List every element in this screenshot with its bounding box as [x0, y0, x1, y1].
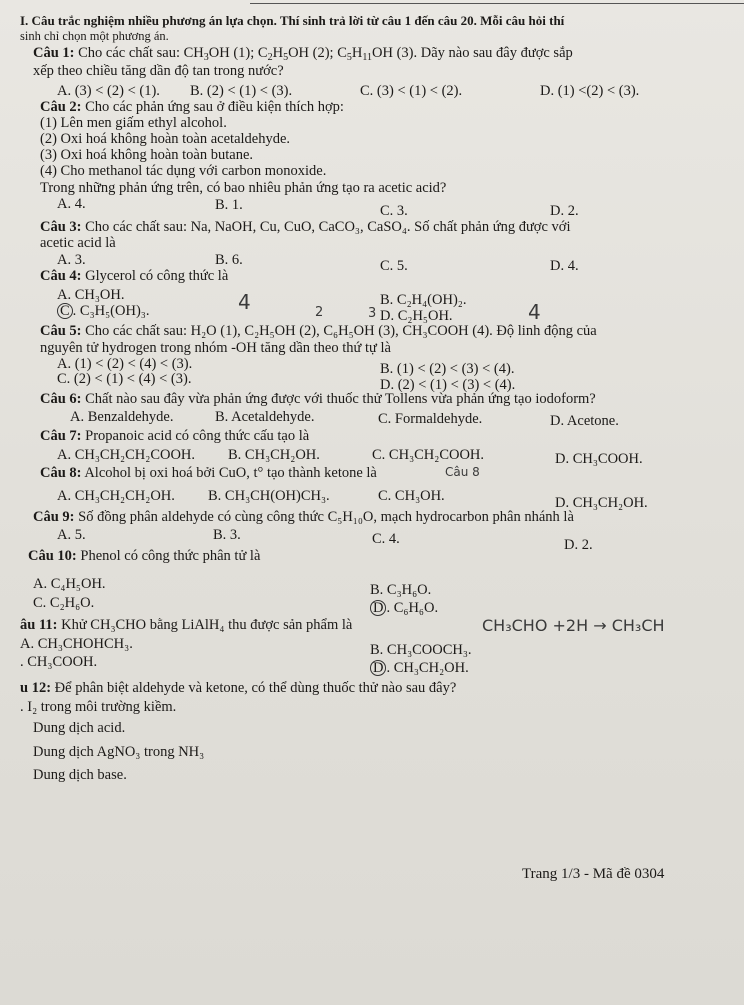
q1-option-c[interactable]: C. (3) < (1) < (2).: [360, 83, 463, 99]
question-5-line2: nguyên tử hydrogen trong nhóm -OH tăng dần theo thứ tự là: [40, 340, 391, 356]
q10-option-b[interactable]: B. C₃H₆O.: [370, 582, 432, 598]
q2-option-b[interactable]: B. 1.: [215, 197, 243, 213]
q10-option-c[interactable]: C. C₂H₆O.: [33, 595, 95, 611]
section-header-2: sinh chỉ chọn một phương án.: [20, 29, 169, 43]
q10-option-d[interactable]: D . C₆H₆O.: [370, 600, 438, 617]
q11-option-b[interactable]: B. CH₃COOCH₃.: [370, 642, 472, 658]
q6-option-c[interactable]: C. Formaldehyde.: [378, 411, 483, 427]
q7-option-a[interactable]: A. CH₃CH₂CH₂COOH.: [57, 447, 196, 463]
q12-option-c[interactable]: Dung dịch AgNO₃ trong NH₃: [33, 744, 205, 760]
q7-option-b[interactable]: B. CH₃CH₂OH.: [228, 447, 320, 463]
q8-option-c[interactable]: C. CH₃OH.: [378, 488, 445, 504]
q5-option-d[interactable]: D. (2) < (1) < (3) < (4).: [380, 377, 516, 393]
handwritten-note: Câu 8: [445, 465, 480, 479]
q1-option-a[interactable]: A. (3) < (2) < (1).: [57, 83, 160, 99]
question-11: âu 11: Khử CH₃CHO bằng LiAlH₄ thu được sản phẩm là: [20, 617, 353, 633]
question-6: Câu 6: Chất nào sau đây vừa phản ứng được với thuốc thử Tollens vừa phản ứng tạo iodoform?: [40, 391, 596, 407]
q12-option-a[interactable]: . I₂ trong môi trường kiềm.: [20, 699, 177, 715]
q3-option-a[interactable]: A. 3.: [57, 252, 86, 268]
top-rule: [250, 3, 744, 4]
q8-option-d[interactable]: D. CH₃CH₂OH.: [555, 495, 648, 511]
q11-option-d[interactable]: D . CH₃CH₂OH.: [370, 660, 469, 677]
question-2: Câu 2: Cho các phản ứng sau ở điều kiện thích hợp:: [40, 99, 344, 115]
q2-option-d[interactable]: D. 2.: [550, 203, 579, 219]
q5-option-a[interactable]: A. (1) < (2) < (4) < (3).: [57, 356, 193, 372]
q1-option-d[interactable]: D. (1) <(2) < (3).: [540, 83, 640, 99]
q5-option-c[interactable]: C. (2) < (1) < (4) < (3).: [57, 371, 192, 387]
q9-option-a[interactable]: A. 5.: [57, 527, 86, 543]
q4-option-b[interactable]: B. C₂H₄(OH)₂.: [380, 292, 467, 308]
q2-reaction-3: (3) Oxi hoá không hoàn toàn butane.: [40, 147, 254, 163]
q12-option-d[interactable]: Dung dịch base.: [33, 767, 127, 783]
q3-option-b[interactable]: B. 6.: [215, 252, 243, 268]
q7-option-c[interactable]: C. CH₃CH₂COOH.: [372, 447, 485, 463]
q10-option-a[interactable]: A. C₄H₅OH.: [33, 576, 106, 592]
selected-mark: D: [370, 660, 386, 676]
handwritten-note: 4: [238, 290, 251, 314]
question-12: u 12: Để phân biệt aldehyde và ketone, có thể dùng thuốc thử nào sau đây?: [20, 680, 457, 696]
q7-option-d[interactable]: D. CH₃COOH.: [555, 451, 643, 467]
question-5: Câu 5: Cho các chất sau: H₂O (1), C₂H₅OH (2), C₆H₅OH (3), CH₃COOH (4). Độ linh động của: [40, 323, 597, 339]
q2-reaction-1: (1) Lên men giấm ethyl alcohol.: [40, 115, 227, 131]
q3-option-c[interactable]: C. 5.: [380, 258, 408, 274]
q5-option-b[interactable]: B. (1) < (2) < (3) < (4).: [380, 361, 515, 377]
q8-option-b[interactable]: B. CH₃CH(OH)CH₃.: [208, 488, 330, 504]
q2-option-c[interactable]: C. 3.: [380, 203, 408, 219]
q2-option-a[interactable]: A. 4.: [57, 196, 86, 212]
q3-option-d[interactable]: D. 4.: [550, 258, 579, 274]
question-4: Câu 4: Glycerol có công thức là: [40, 268, 229, 284]
q6-option-a[interactable]: A. Benzaldehyde.: [70, 409, 174, 425]
question-10: Câu 10: Phenol có công thức phân tử là: [28, 548, 261, 564]
q2-question: Trong những phản ứng trên, có bao nhiêu phản ứng tạo ra acetic acid?: [40, 180, 447, 196]
question-1-line2: xếp theo chiều tăng dần độ tan trong nước?: [33, 63, 284, 79]
selected-mark: C: [57, 303, 73, 319]
q9-option-b[interactable]: B. 3.: [213, 527, 241, 543]
q8-option-a[interactable]: A. CH₃CH₂CH₂OH.: [57, 488, 175, 504]
q2-reaction-2: (2) Oxi hoá không hoàn toàn acetaldehyde.: [40, 131, 291, 147]
question-8: Câu 8: Alcohol bị oxi hoá bởi CuO, t° tạo thành ketone là: [40, 465, 377, 481]
q6-option-b[interactable]: B. Acetaldehyde.: [215, 409, 315, 425]
handwritten-note: 4: [528, 300, 541, 324]
q6-option-d[interactable]: D. Acetone.: [550, 413, 619, 429]
q11-option-c[interactable]: . CH₃COOH.: [20, 654, 98, 670]
page-footer: Trang 1/3 - Mã đề 0304: [522, 866, 665, 882]
q9-option-c[interactable]: C. 4.: [372, 531, 400, 547]
q4-option-d[interactable]: D. C₂H₅OH.: [380, 308, 453, 324]
question-3-line2: acetic acid là: [40, 235, 116, 251]
q1-option-b[interactable]: B. (2) < (1) < (3).: [190, 83, 293, 99]
question-3: Câu 3: Cho các chất sau: Na, NaOH, Cu, CuO, CaCO₃, CaSO₄. Số chất phản ứng được với: [40, 219, 571, 235]
q2-reaction-4: (4) Cho methanol tác dụng với carbon monoxide.: [40, 163, 327, 179]
q11-option-a[interactable]: A. CH₃CHOHCH₃.: [20, 636, 133, 652]
q4-option-c[interactable]: C . C₃H₅(OH)₃.: [57, 303, 149, 320]
handwritten-note: 3: [368, 306, 377, 321]
selected-mark: D: [370, 600, 386, 616]
handwritten-note: 2: [315, 305, 324, 320]
q4-option-a[interactable]: A. CH₃OH.: [57, 287, 125, 303]
handwritten-note: CH₃CHO +2H → CH₃CH: [482, 616, 665, 635]
question-7: Câu 7: Propanoic acid có công thức cấu tạo là: [40, 428, 310, 444]
question-1: Câu 1: Cho các chất sau: $CH_3OH$ (1); $C_2H_5OH$ (2); $C_5H_{11}OH$ (3). Dãy nào sau đây được sắp: [33, 45, 573, 63]
q9-option-d[interactable]: D. 2.: [564, 537, 593, 553]
section-header: I. Câu trắc nghiệm nhiều phương án lựa chọn. Thí sinh trả lời từ câu 1 đến câu 20. Mỗi câu hỏi thí: [20, 13, 565, 28]
question-9: Câu 9: Số đồng phân aldehyde có cùng công thức C₅H₁₀O, mạch hydrocarbon phân nhánh là: [33, 509, 574, 525]
q12-option-b[interactable]: Dung dịch acid.: [33, 720, 126, 736]
